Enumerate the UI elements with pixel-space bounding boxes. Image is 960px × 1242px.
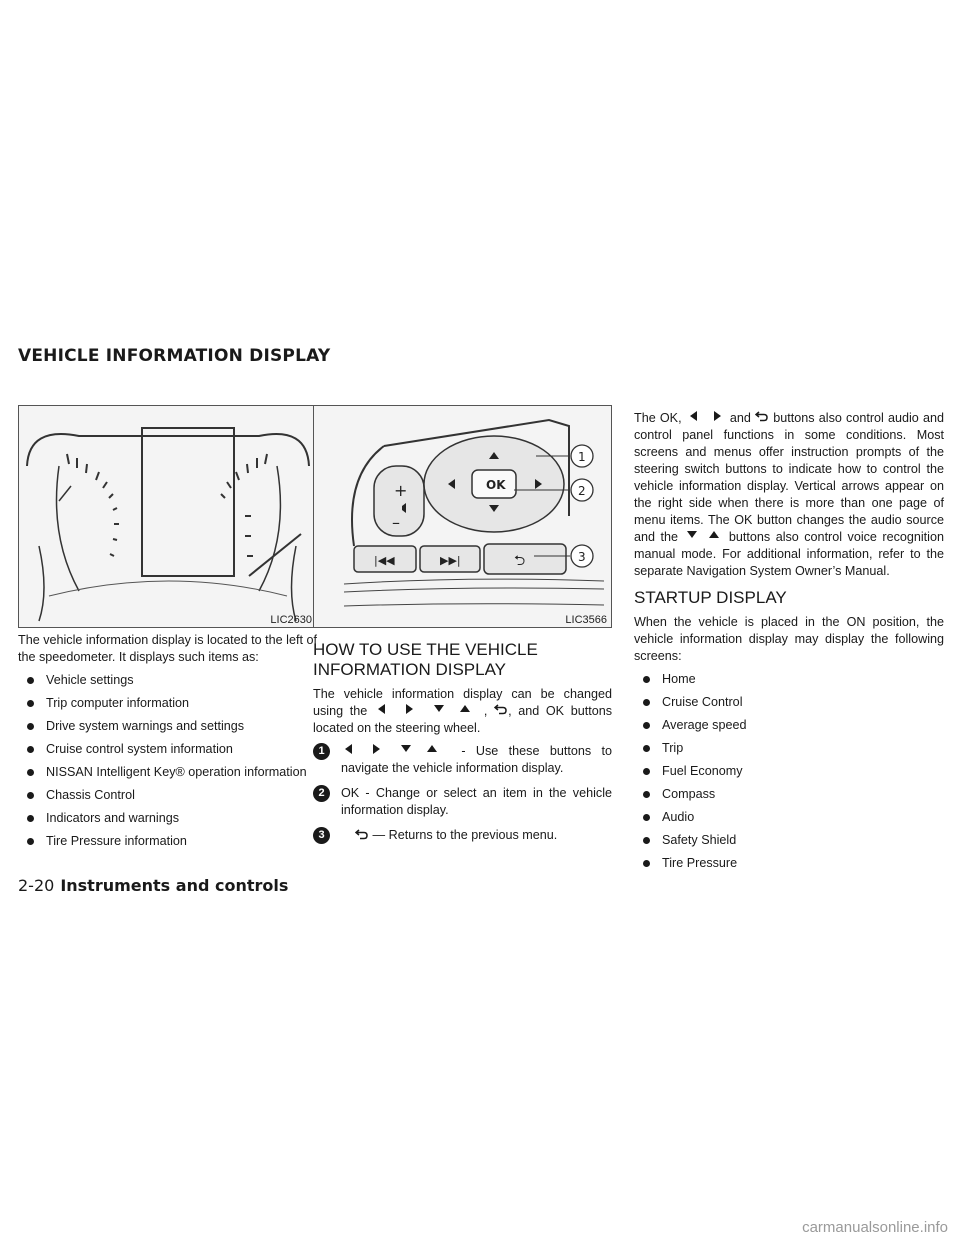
column-2	[313, 632, 612, 853]
steering-switch-illustration	[314, 406, 611, 627]
page-footer	[18, 876, 288, 896]
figure-label: LIC2630	[270, 614, 312, 626]
figure-label: LIC3566	[565, 614, 607, 626]
list-item: Cruise control system information	[18, 741, 317, 758]
instrument-cluster-illustration	[19, 406, 316, 627]
startup-screens-list	[634, 671, 944, 872]
list-item: Chassis Control	[18, 787, 317, 804]
list-item: Trip	[634, 740, 944, 757]
display-items-list	[18, 672, 317, 850]
step-3: 3 — Returns to the previous menu.	[313, 827, 612, 844]
step-number: 2	[313, 785, 330, 802]
arrow-buttons-icon	[341, 743, 451, 760]
col1-intro: The vehicle information display is located to the left of the speedometer. It displays such items as:	[18, 633, 317, 664]
list-item: Fuel Economy	[634, 763, 944, 780]
column-3	[634, 410, 944, 878]
list-item: NISSAN Intelligent Key® operation information	[18, 764, 317, 781]
arrow-buttons-icon	[374, 703, 484, 720]
startup-display-heading: STARTUP DISPLAY	[634, 588, 787, 608]
step-1: 1 - Use these buttons to navigate the vehicle information display.	[313, 743, 612, 777]
step-number: 1	[313, 743, 330, 760]
list-item: Drive system warnings and settings	[18, 718, 317, 735]
callout-2: 2	[578, 484, 586, 498]
list-item: Home	[634, 671, 944, 688]
svg-text:▶▶|: ▶▶|	[440, 554, 461, 567]
section-title: VEHICLE INFORMATION DISPLAY	[18, 346, 331, 366]
step-number: 3	[313, 827, 330, 844]
page-number: 2-20	[18, 876, 55, 895]
svg-text:–: –	[392, 513, 400, 532]
list-item: Trip computer information	[18, 695, 317, 712]
column-1	[18, 632, 317, 856]
list-item: Safety Shield	[634, 832, 944, 849]
back-icon	[494, 703, 508, 720]
svg-text:+: +	[394, 481, 408, 500]
list-item: Audio	[634, 809, 944, 826]
ok-button-label: OK	[486, 478, 506, 492]
col2-intro: The vehicle information display can be changed using the , , and OK buttons located on the steering wheel.	[313, 687, 613, 736]
list-item: Vehicle settings	[18, 672, 317, 689]
svg-text:|◀◀: |◀◀	[374, 554, 395, 567]
col3-paragraph: The OK, and buttons also control audio and control panel functions in some conditions. Most screens and menus offer instruction prompts of the steering switch buttons to indicate how to control the vehicle information display. Vertical arrows appear on the right side when there is more than one page of menu items. The OK button changes the audio source and the buttons also control voice recognition manual mode. For additional information, refer to the separate Navigation System Owner’s Manual.	[634, 411, 944, 579]
instrument-cluster-figure	[18, 405, 317, 628]
up-down-arrows-icon	[683, 529, 723, 546]
callout-3: 3	[578, 550, 586, 564]
col3-intro: When the vehicle is placed in the ON position, the vehicle information display may display the following screens:	[634, 615, 944, 664]
list-item: Tire Pressure information	[18, 833, 317, 850]
how-to-use-heading: HOW TO USE THE VEHICLE INFORMATION DISPLAY	[313, 640, 538, 679]
list-item: Cruise Control	[634, 694, 944, 711]
steering-switch-figure	[313, 405, 612, 628]
callout-1: 1	[578, 450, 586, 464]
list-item: Indicators and warnings	[18, 810, 317, 827]
back-icon	[755, 410, 769, 427]
list-item: Tire Pressure	[634, 855, 944, 872]
step-2: 2 OK - Change or select an item in the vehicle information display.	[313, 785, 612, 819]
svg-text:⮌: ⮌	[514, 553, 526, 569]
chapter-title: Instruments and controls	[60, 876, 289, 895]
list-item: Average speed	[634, 717, 944, 734]
list-item: Compass	[634, 786, 944, 803]
watermark: carmanualsonline.info	[802, 1219, 948, 1236]
left-right-arrows-icon	[686, 410, 726, 427]
back-icon	[355, 828, 369, 845]
